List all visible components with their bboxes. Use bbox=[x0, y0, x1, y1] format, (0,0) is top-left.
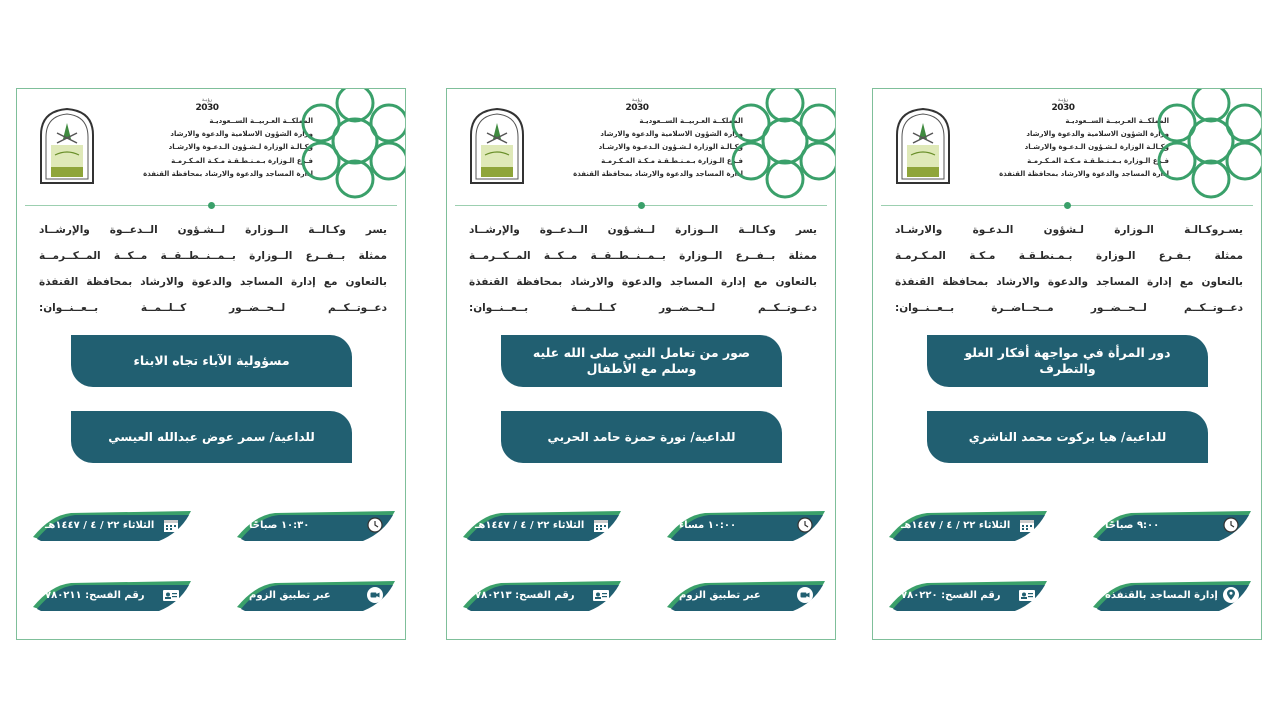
calendar-icon bbox=[1019, 517, 1035, 533]
intro-text bbox=[895, 217, 1243, 321]
gov-line: فـرع الـوزارة بـمـنـطـقـة مـكـة المـكـرمـة bbox=[1027, 156, 1169, 165]
vision-label: رؤيـة bbox=[1057, 97, 1069, 103]
intro-line: بالتعاون مع إدارة المساجد والدعوة والارشاد بمحافظة القنفذة bbox=[469, 276, 817, 288]
clock-icon bbox=[1223, 517, 1239, 533]
speaker-name: للداعية/ نورة حمزة حامد الحربي bbox=[501, 411, 782, 463]
gov-line: وكـالـة الوزارة لـشـؤون الـدعـوة والارشـاد bbox=[1024, 143, 1169, 152]
date-badge bbox=[461, 509, 623, 541]
intro-line: يسر وكـالــة الــوزارة لــشـؤون الــدعــوة والإرشــاد bbox=[39, 224, 387, 236]
intro-line: دعــوتــكــم لــحــضــور كــلــمــة بــعــنــوان: bbox=[469, 302, 817, 314]
intro-line: دعــوتــكــم لــحــضــور كــلــمــة بــعــنــوان: bbox=[39, 302, 387, 314]
id-card-icon bbox=[1019, 587, 1035, 603]
venue-text: عبر تطبيق الزوم bbox=[249, 589, 331, 601]
vision-2030-logo bbox=[617, 97, 657, 113]
permit-badge bbox=[461, 579, 623, 611]
date-text: الثلاثاء ٢٢ / ٤ / ١٤٤٧هـ bbox=[45, 519, 155, 531]
intro-line: يسـروكـالـة الـوزارة لـشؤون الـدعـوة والارشـاد bbox=[895, 224, 1243, 236]
venue-text: إدارة المساجد بالقنفذة bbox=[1105, 589, 1218, 601]
calendar-icon bbox=[163, 517, 179, 533]
gov-line: المملكــة العـربيــة الســعوديـة bbox=[209, 117, 313, 125]
venue-text: عبر تطبيق الزوم bbox=[679, 589, 761, 601]
gov-line: المملكــة العـربيــة الســعوديـة bbox=[1065, 117, 1169, 125]
flyer-2 bbox=[446, 88, 836, 640]
time-badge bbox=[665, 509, 827, 541]
flyer-header bbox=[17, 89, 405, 205]
header-divider bbox=[25, 205, 397, 206]
permit-badge bbox=[31, 579, 193, 611]
gov-line: إدارة المساجد والدعوة والارشاد بمحافظة القنفذة bbox=[143, 169, 313, 178]
vision-2030-logo bbox=[187, 97, 227, 113]
speaker-name: للداعية/ هيا بركوت محمد الناشري bbox=[927, 411, 1208, 463]
venue-badge bbox=[1091, 579, 1253, 611]
intro-line: بالتعاون مع إدارة المساجد والدعوة والارشاد بمحافظة القنفذة bbox=[895, 276, 1243, 288]
date-text: الثلاثاء ٢٢ / ٤ / ١٤٤٧هـ bbox=[901, 519, 1011, 531]
islamic-ornament-icon bbox=[1155, 88, 1262, 199]
flyer-3 bbox=[872, 88, 1262, 640]
gov-line: وزارة الشؤون الاسلامية والدعوة والارشاد bbox=[1026, 130, 1169, 139]
gov-line: فـرع الـوزارة بـمـنـطـقـة مـكـة المـكـرمـة bbox=[171, 156, 313, 165]
flyer-header bbox=[447, 89, 835, 205]
islamic-ornament-icon bbox=[299, 88, 406, 199]
vision-2030-logo bbox=[1043, 97, 1083, 113]
intro-line: يسر وكـالــة الــوزارة لــشـؤون الــدعــوة والإرشــاد bbox=[469, 224, 817, 236]
flyer-header bbox=[873, 89, 1261, 205]
time-badge bbox=[1091, 509, 1253, 541]
vision-year: 2030 bbox=[1051, 103, 1075, 113]
date-text: الثلاثاء ٢٢ / ٤ / ١٤٤٧هـ bbox=[475, 519, 585, 531]
gov-line: إدارة المساجد والدعوة والارشاد بمحافظة القنفذة bbox=[573, 169, 743, 178]
header-divider bbox=[881, 205, 1253, 206]
id-card-icon bbox=[593, 587, 609, 603]
vision-year: 2030 bbox=[625, 103, 649, 113]
permit-text: رقم الفسح: ٧٨٠٢١١ bbox=[45, 589, 145, 601]
time-text: ١٠:٣٠ صباحًا bbox=[249, 519, 310, 531]
vision-year: 2030 bbox=[195, 103, 219, 113]
permit-badge bbox=[887, 579, 1049, 611]
id-card-icon bbox=[163, 587, 179, 603]
gov-header-text bbox=[543, 115, 743, 181]
location-pin-icon bbox=[1223, 587, 1239, 603]
gov-header-text bbox=[113, 115, 313, 181]
gov-line: وزارة الشؤون الاسلامية والدعوة والارشاد bbox=[170, 130, 313, 139]
intro-line: دعــوتــكــم لــحــضــور مــحــاضــرة بــعــنــوان: bbox=[895, 302, 1243, 314]
venue-badge bbox=[235, 579, 397, 611]
lecture-title: مسؤولية الآباء تجاه الابناء bbox=[71, 335, 352, 387]
clock-icon bbox=[367, 517, 383, 533]
gov-line: وكـالـة الوزارة لـشـؤون الـدعـوة والارشـاد bbox=[598, 143, 743, 152]
gov-line: وزارة الشؤون الاسلامية والدعوة والارشاد bbox=[600, 130, 743, 139]
ministry-emblem-icon bbox=[465, 105, 529, 185]
video-camera-icon bbox=[797, 587, 813, 603]
time-badge bbox=[235, 509, 397, 541]
clock-icon bbox=[797, 517, 813, 533]
intro-line: ممثلة بــفــرع الــوزارة بــمــنــطــقــة مــكــة المــكــرمــة bbox=[469, 250, 817, 262]
gov-line: وكـالـة الوزارة لـشـؤون الـدعـوة والارشـاد bbox=[168, 143, 313, 152]
islamic-ornament-icon bbox=[729, 88, 836, 199]
date-badge bbox=[887, 509, 1049, 541]
lecture-title: صور من تعامل النبي صلى الله عليه وسلم مع الأطفال bbox=[501, 335, 782, 387]
intro-line: بالتعاون مع إدارة المساجد والدعوة والارشاد بمحافظة القنفذة bbox=[39, 276, 387, 288]
gov-header-text bbox=[969, 115, 1169, 181]
gov-line: إدارة المساجد والدعوة والارشاد بمحافظة القنفذة bbox=[999, 169, 1169, 178]
intro-line: ممثلة بــفــرع الــوزارة بــمــنــطــقــة مــكــة المــكــرمــة bbox=[39, 250, 387, 262]
date-badge bbox=[31, 509, 193, 541]
time-text: ٩:٠٠ صباحًا bbox=[1105, 519, 1160, 531]
ministry-emblem-icon bbox=[891, 105, 955, 185]
vision-label: رؤيـة bbox=[201, 97, 213, 103]
header-divider bbox=[455, 205, 827, 206]
flyer-1 bbox=[16, 88, 406, 640]
intro-text bbox=[39, 217, 387, 321]
vision-label: رؤيـة bbox=[631, 97, 643, 103]
ministry-emblem-icon bbox=[35, 105, 99, 185]
time-text: ١٠:٠٠ مساء bbox=[679, 519, 737, 531]
gov-line: المملكــة العـربيــة الســعوديـة bbox=[639, 117, 743, 125]
lecture-title: دور المرأة في مواجهة أفكار الغلو والتطرف bbox=[927, 335, 1208, 387]
venue-badge bbox=[665, 579, 827, 611]
calendar-icon bbox=[593, 517, 609, 533]
gov-line: فـرع الـوزارة بـمـنـطـقـة مـكـة المـكـرمـة bbox=[601, 156, 743, 165]
intro-line: ممثلة بـفـرع الـوزارة بـمـنطـقـة مـكـة المـكـرمـة bbox=[895, 250, 1243, 262]
speaker-name: للداعية/ سمر عوض عبدالله العيسي bbox=[71, 411, 352, 463]
permit-text: رقم الفسح: ٧٨٠٢٢٠ bbox=[901, 589, 1001, 601]
intro-text bbox=[469, 217, 817, 321]
video-camera-icon bbox=[367, 587, 383, 603]
permit-text: رقم الفسح: ٧٨٠٢١٣ bbox=[475, 589, 575, 601]
